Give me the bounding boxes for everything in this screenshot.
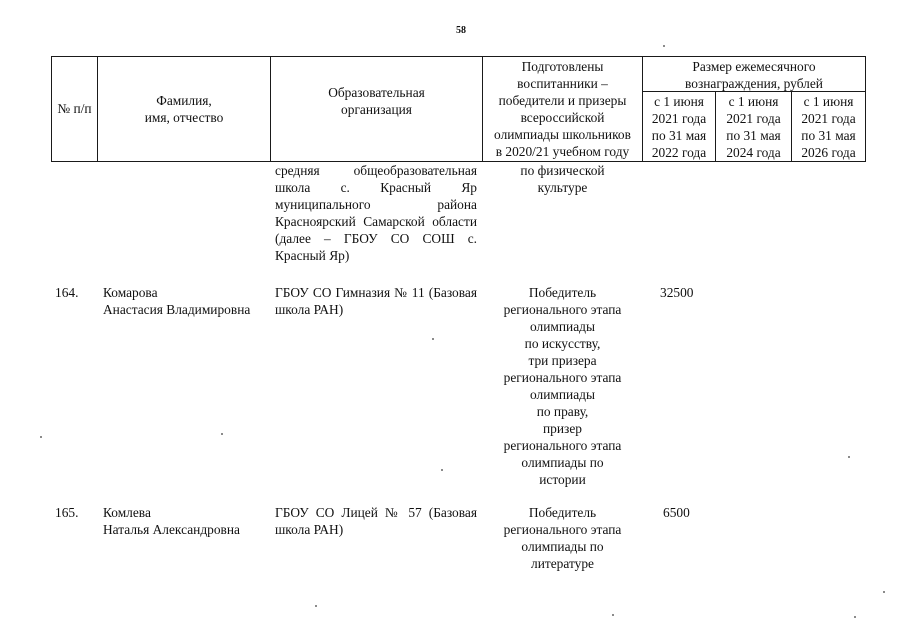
row-amount: 6500 [663, 505, 690, 520]
scan-speck [663, 45, 665, 47]
scan-speck [432, 338, 434, 340]
scan-speck [315, 605, 317, 607]
row-full-name: Комарова Анастасия Владимировна [103, 285, 251, 317]
continued-prepared: по физической культуре [520, 163, 605, 195]
row-number: 164. [55, 285, 79, 300]
scan-speck [883, 591, 885, 593]
scan-speck [221, 433, 223, 435]
scan-speck [848, 456, 850, 458]
row-number: 165. [55, 505, 79, 520]
header-period-2026: с 1 июня 2021 года по 31 мая 2026 года [801, 94, 856, 160]
header-col-name: Фамилия, имя, отчество [144, 93, 224, 125]
header-period-2024: с 1 июня 2021 года по 31 мая 2024 года [726, 94, 781, 160]
row-organization: ГБОУ СО Гимназия № 11 (Базовая школа РАН) [275, 285, 477, 317]
header-period-2022: с 1 июня 2021 года по 31 мая 2022 года [651, 94, 707, 160]
page-number: 58 [456, 25, 466, 36]
scan-speck [854, 616, 856, 618]
row-prepared: Победитель регионального этапа олимпиады по искусству, три призера регионального этапа олимпиады по праву, призер регионального этапа олимпиады по истории [503, 285, 622, 487]
header-col-organization: Образовательная организация [328, 85, 425, 117]
header-col-prepared: Подготовлены воспитанники – победители и призеры всероссийской олимпиады школьников в 2020/21 учебном году [494, 59, 631, 159]
row-full-name: Комлева Наталья Александровна [103, 505, 240, 537]
col-divider [865, 56, 866, 162]
scan-speck [441, 469, 443, 471]
row-prepared: Победитель регионального этапа олимпиады по литературе [503, 505, 622, 571]
scan-speck [612, 614, 614, 616]
row-amount: 32500 [660, 285, 694, 300]
scan-speck [40, 436, 42, 438]
row-organization: ГБОУ СО Лицей № 57 (Базовая школа РАН) [275, 505, 477, 537]
continued-organization: средняя общеобразовательная школа с. Красный Яр муниципального района Красноярский Самарской области (далее – ГБОУ СО СОШ с. Красный Яр) [275, 163, 477, 263]
header-col-award: Размер ежемесячного вознаграждения, рублей [685, 59, 823, 91]
header-top-border [51, 56, 866, 57]
header-col-number: № п/п [57, 101, 92, 116]
